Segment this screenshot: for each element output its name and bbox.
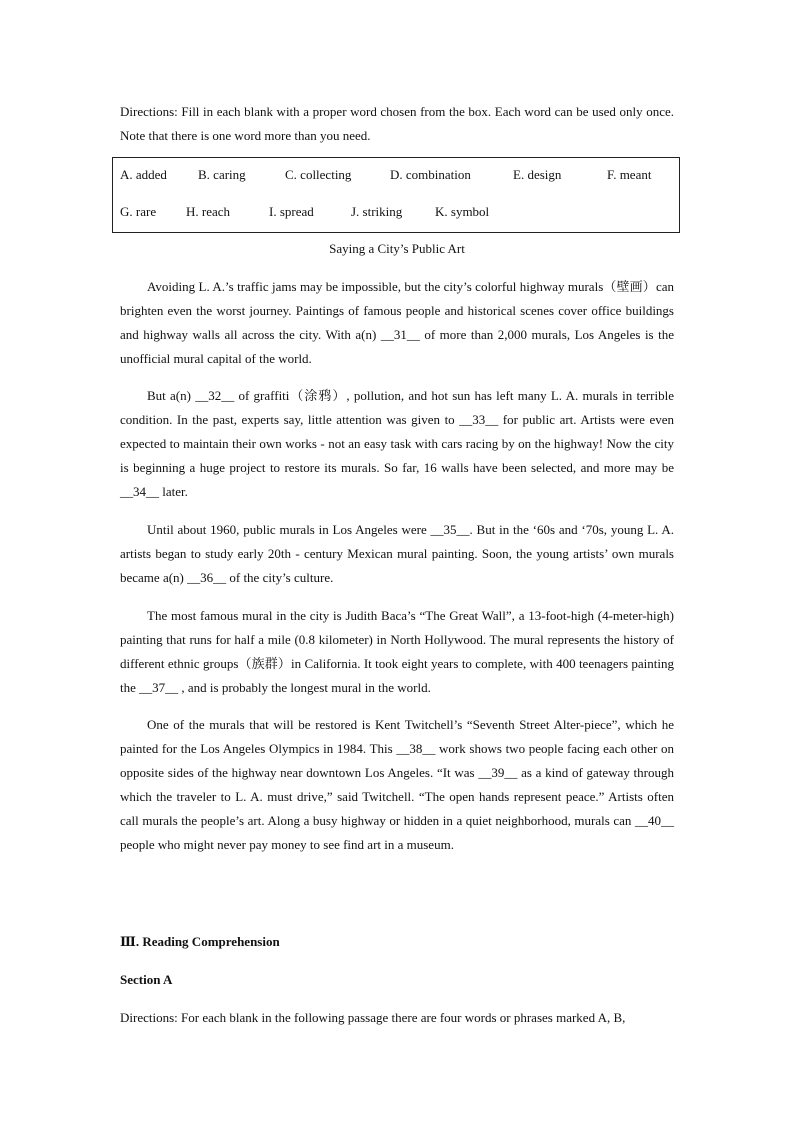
- passage-paragraph-4: The most famous mural in the city is Judith Baca’s “The Great Wall”, a 13-foot-high (4-meter-high) painting that runs for half a mile (0.8 kilometer) in North Hollywood. The mural represents the history of different ethnic groups（族群）in California. It took eight years to complete, with 400 teenagers painting the __37__ , and is probably the longest mural in the world.: [120, 608, 674, 695]
- passage-paragraph-5: One of the murals that will be restored is Kent Twitchell’s “Seventh Street Alter-piece”, which he painted for the Los Angeles Olympics in 1984. This __38__ work shows two people facing each other on opposite sides of the highway near downtown Los Angeles. “It was __39__ as a kind of gateway through which the traveler to L. A. must drive,” said Twitchell. “The open hands represent peace.” Artists often call murals the people’s art. Along a busy highway or hidden in a quiet neighborhood, murals can __40__ people who might never pay money to see find art in a museum.: [120, 717, 674, 852]
- word-option-k: K. symbol: [435, 204, 490, 219]
- passage-paragraph-2: But a(n) __32__ of graffiti（涂鸦）, pollution, and hot sun has left many L. A. murals in terrible condition. In the past, experts say, little attention was given to __33__ for public art. Artists were even expected to maintain their own works - not an easy task with cars racing by on the highway! Now the city is beginning a huge project to restore its murals. So far, 16 walls have been selected, and more may be __34__ later.: [120, 388, 674, 499]
- passage-title: Saying a City’s Public Art: [329, 241, 465, 256]
- word-option-d: D. combination: [390, 167, 471, 182]
- word-option-b: B. caring: [198, 167, 246, 182]
- word-option-j: J. striking: [351, 204, 403, 219]
- word-option-h: H. reach: [186, 204, 231, 219]
- word-option-e: E. design: [513, 167, 562, 182]
- word-option-c: C. collecting: [285, 167, 352, 182]
- section-heading: Ⅲ. Reading Comprehension: [120, 934, 280, 949]
- directions-section-a: Directions: For each blank in the following passage there are four words or phrases marked A, B,: [120, 1010, 626, 1025]
- directions-fill-in: Directions: Fill in each blank with a proper word chosen from the box. Each word can be used only once. Note that there is one word more than you need.: [120, 104, 674, 143]
- word-option-a: A. added: [120, 167, 167, 182]
- passage-paragraph-3: Until about 1960, public murals in Los Angeles were __35__. But in the ‘60s and ‘70s, young L. A. artists began to study early 20th - century Mexican mural painting. Soon, the young artists’ own murals became a(n) __36__ of the city’s culture.: [120, 522, 674, 585]
- word-choice-box: [112, 157, 680, 233]
- section-subheading: Section A: [120, 972, 173, 987]
- passage-paragraph-1: Avoiding L. A.’s traffic jams may be impossible, but the city’s colorful highway murals（壁画）can brighten even the worst journey. Paintings of famous people and historical scenes cover office buildings and highway walls all across the city. With a(n) __31__ of more than 2,000 murals, Los Angeles is the unofficial mural capital of the world.: [120, 279, 674, 366]
- word-option-f: F. meant: [607, 167, 652, 182]
- word-option-g: G. rare: [120, 204, 157, 219]
- word-option-i: I. spread: [269, 204, 314, 219]
